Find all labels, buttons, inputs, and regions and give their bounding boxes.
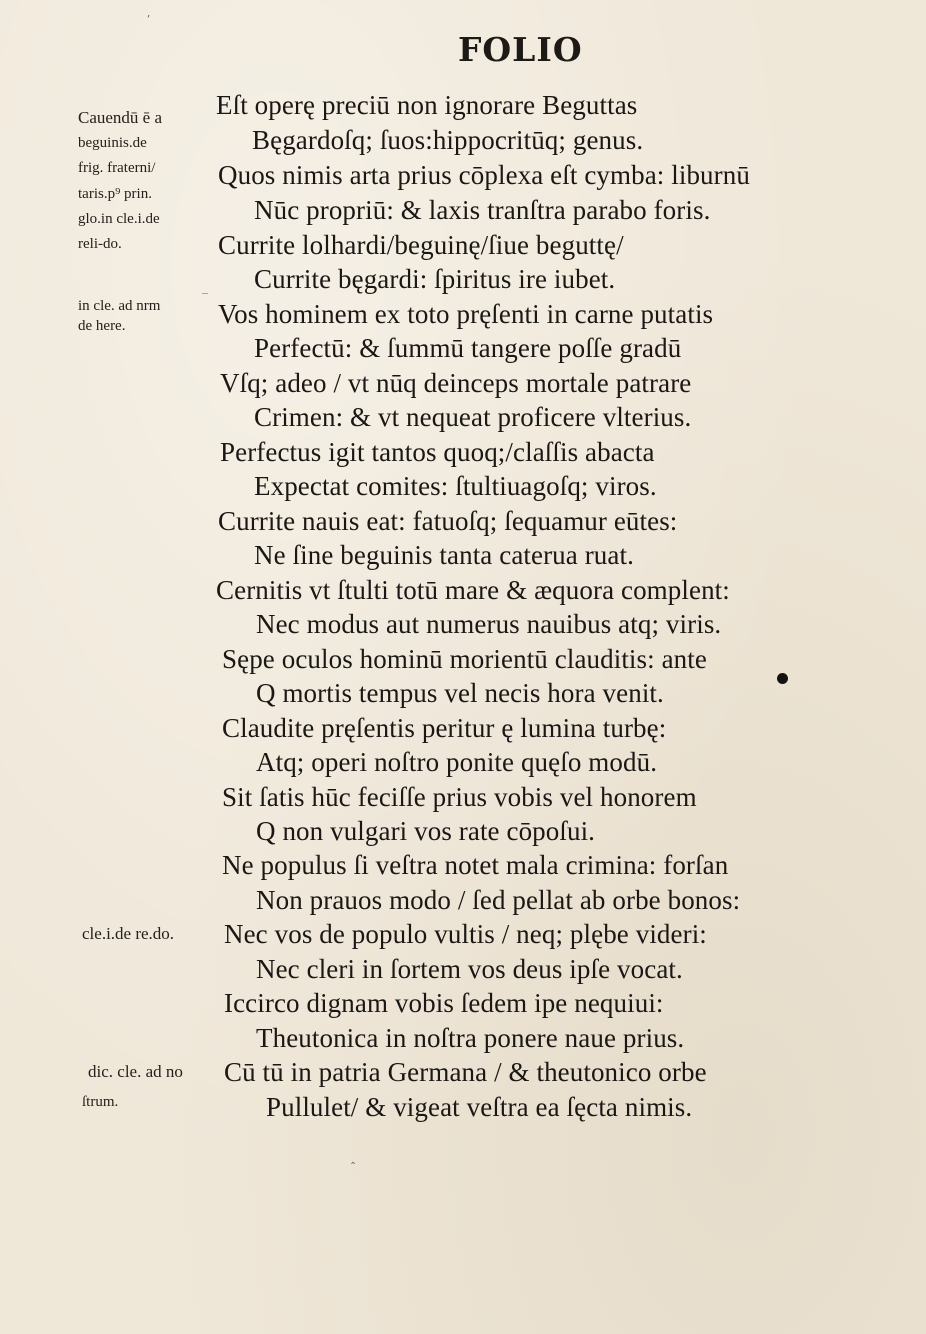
gloss-line-7: in cle. ad nrm [78,298,161,314]
verse-line-17: Sępe oculos hominū morientū clauditis: ante [222,644,707,674]
verse-line-29: Cū tū in patria Germana / & theutonico orbe [224,1057,707,1087]
verse-line-7: Vos hominem ex toto pręſenti in carne putatis [218,299,714,329]
gloss-line-11: ſtrum. [82,1094,119,1110]
verse-line-9: Vſq; adeo / vt nūq deinceps mortale patrare [220,368,692,398]
verse-line-3: Quos nimis arta prius cōplexa eſt cymba: liburnū [218,160,750,190]
verse-line-25: Nec vos de populo vultis / neq; plębe videri: [224,919,707,949]
ink-speck-top: ‚ [147,8,151,19]
verse-line-16: Nec modus aut numerus nauibus atq; viris. [256,609,722,639]
gloss-line-6: reli-do. [78,236,122,252]
verse-line-26: Nec cleri in ſortem vos deus ipſe vocat. [256,954,683,984]
verse-line-1: Eſt operę preciū non ignorare Beguttas [216,90,638,120]
ink-blot [777,673,788,684]
gloss-line-8: de here. [78,318,126,334]
gloss-line-3: frig. fraterni/ [78,160,156,176]
verse-line-8: Perfectū: & ſummū tangere poſſe gradū [254,333,682,363]
gloss-line-1: Cauendū ē a [78,108,163,127]
verse-line-20: Atq; operi noſtro ponite quęſo modū. [256,747,658,777]
gloss-line-9: cle.i.de re.do. [82,924,175,943]
ink-speck-middle: _ [202,280,208,294]
ink-speck-bottom: ‸ [351,1150,356,1164]
gloss-line-2: beguinis.de [78,135,147,151]
verse-line-19: Claudite pręſentis peritur ę lumina turbę: [222,713,667,743]
verse-line-2: Bęgardoſq; ſuos:hippocritūq; genus. [252,125,644,155]
verse-line-27: Iccirco dignam vobis ſedem ipe nequiui: [224,988,664,1018]
verse-line-15: Cernitis vt ſtulti totū mare & æquora complent: [216,575,730,605]
verse-line-30: Pullulet/ & vigeat veſtra ea ſęcta nimis. [266,1092,693,1122]
verse-line-12: Expectat comites: ſtultiuagoſq; viros. [254,471,657,501]
gloss-line-4: taris.p⁹ prin. [78,186,152,202]
verse-line-10: Crimen: & vt nequeat proficere vlterius. [254,402,692,432]
verse-line-14: Ne ſine beguinis tanta caterua ruat. [254,540,634,570]
verse-line-21: Sit ſatis hūc feciſſe prius vobis vel honorem [222,782,697,812]
verse-line-4: Nūc propriū: & laxis tranſtra parabo foris. [254,195,711,225]
verse-line-23: Ne populus ſi veſtra notet mala crimina: forſan [222,850,729,880]
verse-line-24: Non prauos modo / ſed pellat ab orbe bonos: [256,885,741,915]
verse-line-11: Perfectus igit tantos quoq;/claſſis abacta [220,437,655,467]
verse-line-5: Currite lolhardi/beguinę/ſiue beguttę/ [218,230,624,260]
verse-line-18: Q mortis tempus vel necis hora venit. [256,678,664,708]
verse-line-22: Q non vulgari vos rate cōpoſui. [256,816,596,846]
verse-line-13: Currite nauis eat: fatuoſq; ſequamur eūtes: [218,506,678,536]
verse-line-28: Theutonica in noſtra ponere naue prius. [256,1023,685,1053]
folio-header: FOLIO [458,30,583,69]
gloss-line-5: glo.in cle.i.de [78,211,160,227]
verse-line-6: Currite bęgardi: ſpiritus ire iubet. [254,264,616,294]
gloss-line-10: dic. cle. ad no [88,1062,183,1081]
